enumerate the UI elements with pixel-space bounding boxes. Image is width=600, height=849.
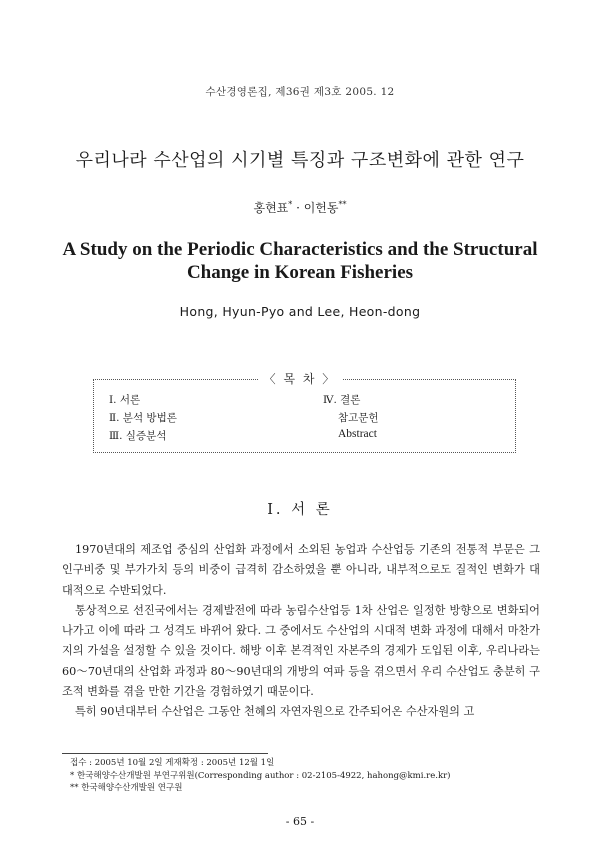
author-mark-2: ** [338,200,347,209]
footnote-author-1: * 한국해양수산개발원 부연구위원(Corresponding author : 02-2105-4922, hahong@kmi.re.kr) [70,770,451,781]
paragraph: 특히 90년대부터 수산업은 그동안 천혜의 자연자원으로 간주되어온 수산자원의 고 [75,705,475,719]
paper-title-korean: 우리나라 수산업의 시기별 특징과 구조변화에 관한 연구 [75,150,525,171]
author-mark-1: * [288,200,293,209]
footnotes [70,757,451,795]
author-name-2: 이헌동 [303,201,339,215]
author-separator: · [292,201,304,215]
section-heading: Ⅰ. 서 론 [267,502,333,518]
paragraph: 통상적으로 선진국에서는 경제발전에 따라 농림수산업등 1차 산업은 일정한 방향으로 변화되어 나가고 이에 따라 그 성격도 바뀌어 왔다. 그 중에서도 수산업의 시대적 변화 과정에 대해서 마찬가지의 가설을 설정할 수 있을 것이다. 해방 이후 본격적인 자본주의 경제가 도입된 이후, 우리나라는 60～70년대의 산업화 과정과 80～90년대의 개방의 여파 등을 겪으면서 우리 수산업도 충분히 구조적 변화를 겪을 만한 기간을 경험하였기 때문이다. [62,603,540,699]
body-text [62,540,540,723]
footnote-author-2: ** 한국해양수산개발원 연구원 [70,783,183,793]
paragraph: 1970년대의 제조업 중심의 산업화 과정에서 소외된 농업과 수산업등 기존의 전통적 부문은 그 인구비중 및 부가가치 등의 비중이 급격히 감소하였을 뿐 아니라, 내부적으로도 질적인 변화가 대대적으로 수반되었다. [62,543,540,597]
title-english-line-1: A Study on the Periodic Characteristics and the Structural [62,239,538,260]
footnote-divider [62,753,268,754]
authors-english: Hong, Hyun-Pyo and Lee, Heon-dong [179,304,421,319]
toc-item-conclusion: Ⅳ. 결론 [323,394,361,406]
page-number: - 65 - [285,815,315,828]
toc-item-empirical-analysis: Ⅲ. 실증분석 [109,430,167,442]
author-name-1: 홍현표 [253,201,289,215]
toc-item-references: 참고문헌 [338,412,379,424]
toc-item-abstract: Abstract [338,428,377,440]
paper-title-english [0,238,600,284]
toc-item-introduction: Ⅰ. 서론 [109,394,141,406]
authors-korean [0,199,600,216]
title-english-line-2: Change in Korean Fisheries [186,262,414,283]
footnote-dates: 접수 : 2005년 10월 2일 게재확정 : 2005년 12월 1일 [70,758,275,768]
toc-label [0,370,600,387]
toc-label-text: 〈 목 차 〉 [258,372,343,386]
toc-item-methodology: Ⅱ. 분석 방법론 [109,412,177,424]
journal-header: 수산경영론집, 제36권 제3호 2005. 12 [205,86,395,98]
